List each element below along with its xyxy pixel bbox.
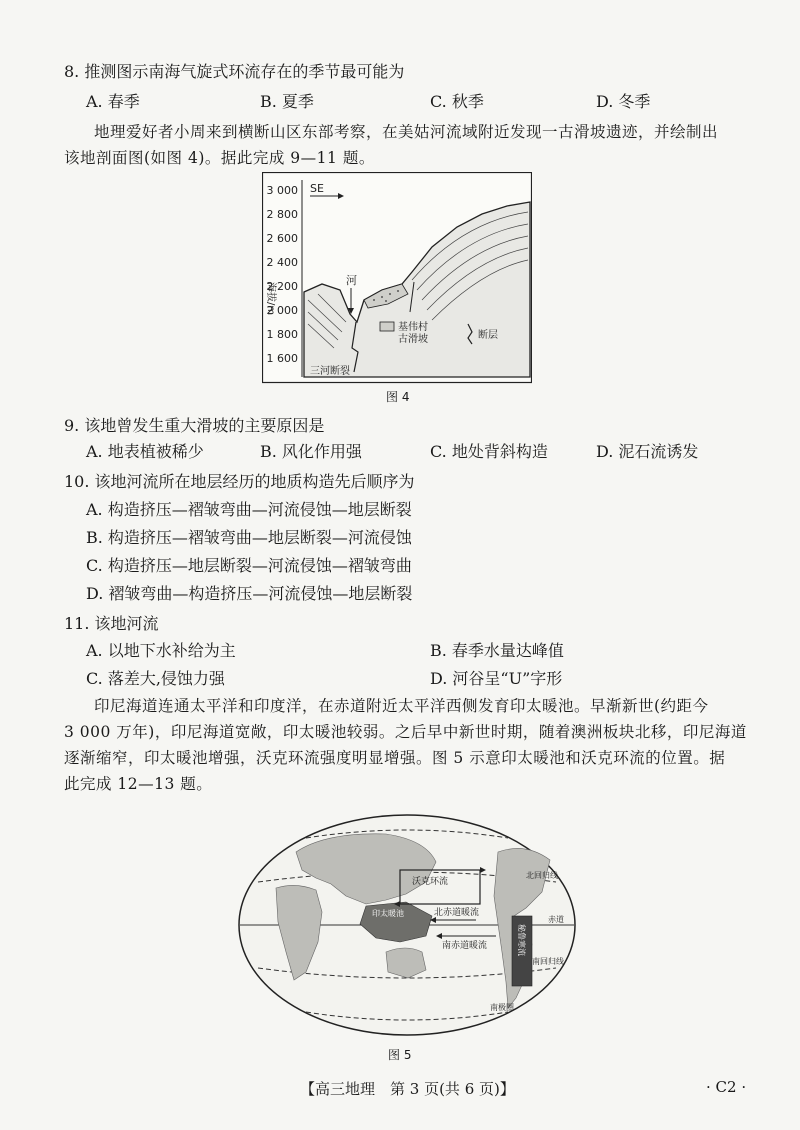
y-tick-2800: 2 800 xyxy=(266,208,298,221)
q9-option-c: C. 地处背斜构造 xyxy=(430,442,548,461)
figure-5-world-map xyxy=(236,812,578,1038)
fault-name-label: 三河断裂 xyxy=(310,366,350,377)
y-tick-1800: 1 800 xyxy=(266,328,298,341)
y-tick-2200: 2 200 xyxy=(266,280,298,293)
y-tick-2000: 2 000 xyxy=(266,304,298,317)
south-equatorial-label: 南赤道暖流 xyxy=(442,941,488,951)
q11-option-d: D. 河谷呈“U”字形 xyxy=(430,669,563,688)
q10-option-a: A. 构造挤压—褶皱弯曲—河流侵蚀—地层断裂 xyxy=(86,500,412,519)
q10-option-b: B. 构造挤压—褶皱弯曲—地层断裂—河流侵蚀 xyxy=(86,528,412,547)
q9-option-d: D. 泥石流诱发 xyxy=(596,442,699,461)
equator-label: 赤道 xyxy=(548,915,564,924)
q9-option-a: A. 地表植被稀少 xyxy=(86,442,204,461)
warm-pool-label: 印太暖池 xyxy=(372,909,404,918)
cold-current-label: 秘鲁寒流 xyxy=(517,924,526,956)
river-label: 河 xyxy=(346,274,357,287)
q9-option-b: B. 风化作用强 xyxy=(260,442,362,461)
tropic-north-label: 北回归线 xyxy=(526,871,558,880)
figure-4-cross-section xyxy=(262,172,532,384)
passage2-line1: 印尼海道连通太平洋和印度洋，在赤道附近太平洋西侧发育印太暖池。早渐新世(约距今 xyxy=(94,697,709,715)
tropic-south-label: 南回归线 xyxy=(532,957,564,966)
q11-option-c: C. 落差大,侵蚀力强 xyxy=(86,669,225,688)
q9-stem: 9. 该地曾发生重大滑坡的主要原因是 xyxy=(64,416,325,435)
q8-option-b: B. 夏季 xyxy=(260,92,314,111)
legend-landslide-2: 古滑坡 xyxy=(398,334,428,345)
direction-label: SE xyxy=(310,182,324,195)
page-footer-code: · C2 · xyxy=(706,1078,747,1096)
q8-option-d: D. 冬季 xyxy=(596,92,651,111)
passage1-line2: 该地剖面图(如图 4)。据此完成 9—11 题。 xyxy=(64,149,375,167)
q8-stem: 8. 推测图示南海气旋式环流存在的季节最可能为 xyxy=(64,62,405,81)
q11-option-b: B. 春季水量达峰值 xyxy=(430,641,564,660)
legend-fault: 断层 xyxy=(478,330,498,341)
y-tick-1600: 1 600 xyxy=(266,352,298,365)
passage2-line3: 逐渐缩窄，印太暖池增强，沃克环流强度明显增强。图 5 示意印太暖池和沃克环流的位置。据 xyxy=(64,749,726,767)
q8-option-a: A. 春季 xyxy=(86,92,140,111)
q10-stem: 10. 该地河流所在地层经历的地质构造先后顺序为 xyxy=(64,472,415,491)
passage2-line2: 3 000 万年)，印尼海道宽敞，印太暖池较弱。之后早中新世时期，随着澳洲板块北移，印尼海道 xyxy=(64,723,747,741)
figure-4-caption: 图 4 xyxy=(386,390,410,404)
y-tick-2600: 2 600 xyxy=(266,232,298,245)
q11-option-a: A. 以地下水补给为主 xyxy=(86,641,236,660)
q10-option-d: D. 褶皱弯曲—构造挤压—河流侵蚀—地层断裂 xyxy=(86,584,413,603)
page-footer-title: 【高三地理 第 3 页(共 6 页)】 xyxy=(300,1080,515,1098)
antarctic-label: 南极圈 xyxy=(490,1003,514,1012)
passage1-line1: 地理爱好者小周来到横断山区东部考察，在美姑河流域附近发现一古滑坡遗迹，并绘制出 xyxy=(94,123,719,141)
walker-circulation-label: 沃克环流 xyxy=(412,877,449,887)
figure-5-caption: 图 5 xyxy=(388,1048,412,1062)
passage2-line4: 此完成 12—13 题。 xyxy=(64,775,213,793)
legend-landslide: 基伟村 xyxy=(398,322,428,333)
q8-option-c: C. 秋季 xyxy=(430,92,484,111)
q10-option-c: C. 构造挤压—地层断裂—河流侵蚀—褶皱弯曲 xyxy=(86,556,412,575)
north-equatorial-label: 北赤道暖流 xyxy=(434,908,480,918)
q11-stem: 11. 该地河流 xyxy=(64,614,159,633)
y-tick-3000: 3 000 xyxy=(266,184,298,197)
y-tick-2400: 2 400 xyxy=(266,256,298,269)
y-axis-label: 海拔/m xyxy=(265,282,276,316)
